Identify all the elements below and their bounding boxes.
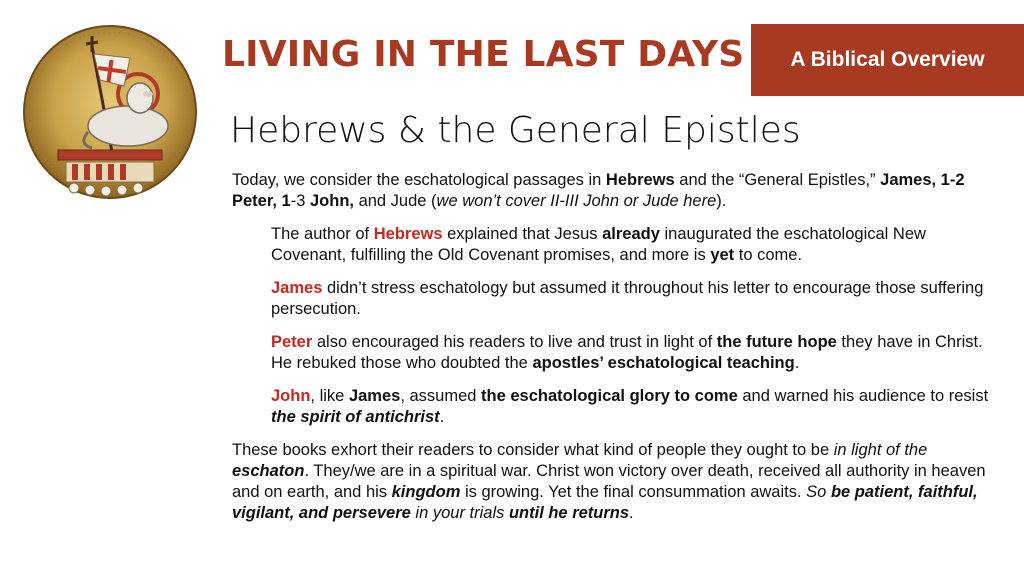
lamb-of-god-mosaic-icon [22,24,198,200]
overview-badge: A Biblical Overview [751,24,1024,96]
intro-paragraph: Today, we consider the eschatological passages in Hebrews and the “General Epistles,” James, 1-2 Peter, 1-3 John, and Jude (we won’t cover II-III John or Jude here). [232,171,965,210]
closing-paragraph: These books exhort their readers to consider what kind of people they ought to be in light of the eschaton. They/we are in a spiritual war. Christ won victory over death, received all authority in heaven and on earth, and his kingdom is growing. Yet the final consummation awaits. So be patient, faithful, vigilant, and persevere in your trials until he returns. [232,441,986,522]
hebrews-paragraph: The author of Hebrews explained that Jesus already inaugurated the eschatological New Covenant, fulfilling the Old Covenant promises, and more is yet to come. [271,225,926,264]
peter-paragraph: Peter also encouraged his readers to live and trust in light of the future hope they have in Christ. He rebuked those who doubted the apostles’ eschatological teaching. [271,333,983,372]
john-paragraph: John, like James, assumed the eschatological glory to come and warned his audience to resist the spirit of antichrist. [271,387,989,426]
slide-subtitle: Hebrews & the General Epistles [230,110,801,151]
james-paragraph: James didn’t stress eschatology but assumed it throughout his letter to encourage those suffering persecution. [271,279,984,318]
slide-title: LIVING IN THE LAST DAYS [222,34,745,75]
slide-body [232,170,1002,524]
